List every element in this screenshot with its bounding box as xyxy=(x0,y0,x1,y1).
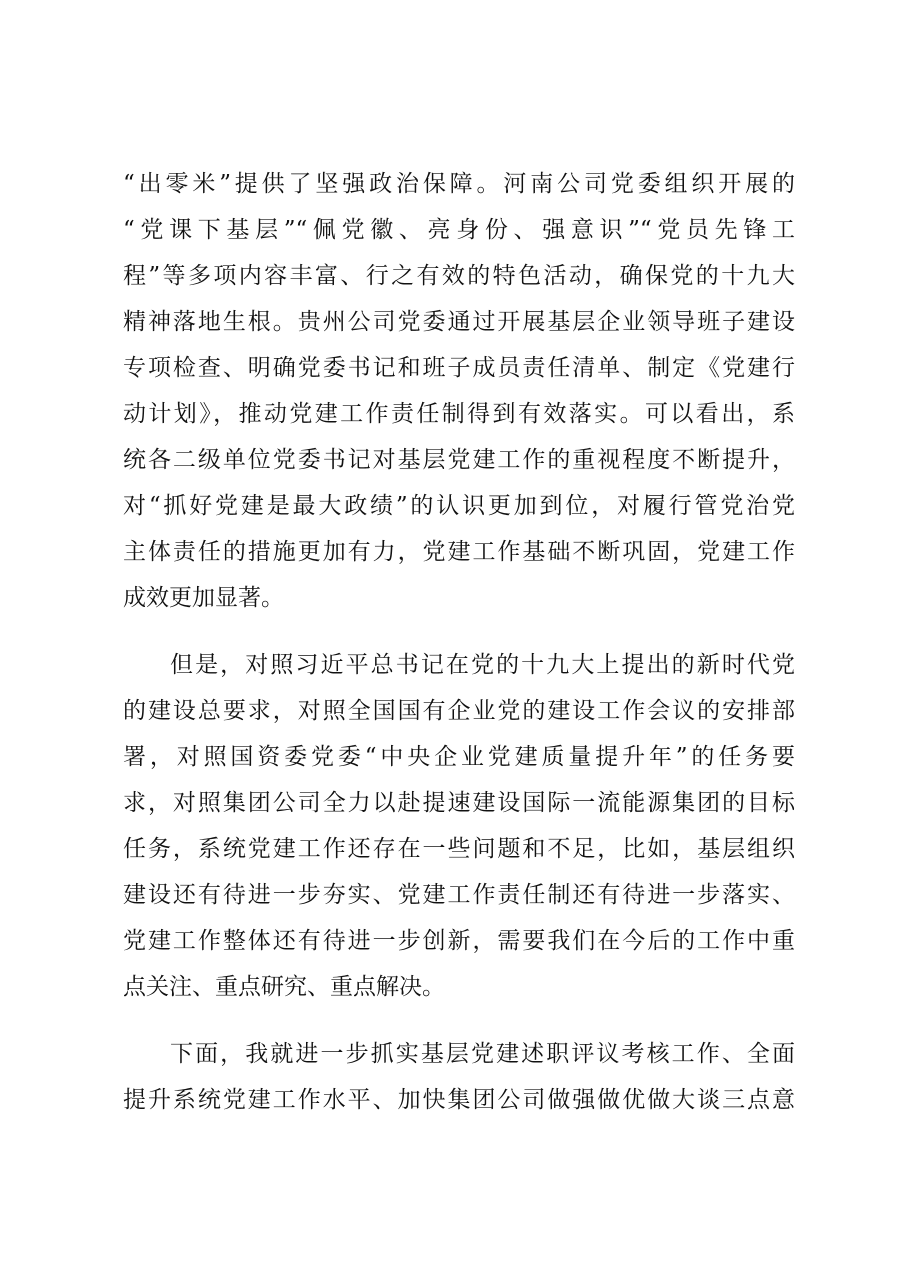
text-line: 任务，系统党建工作还存在一些问题和不足，比如，基层组织 xyxy=(123,836,795,862)
text-line: 精神落地生根。贵州公司党委通过开展基层企业领导班子建设 xyxy=(123,309,795,335)
text-line: 的建设总要求，对照全国国有企业党的建设工作会议的安排部 xyxy=(123,698,795,724)
text-line: 求，对照集团公司全力以赴提速建设国际一流能源集团的目标 xyxy=(123,790,795,816)
text-line: 成效更加显著。 xyxy=(123,585,284,611)
text-line: “出零米”提供了坚强政治保障。河南公司党委组织开展的 xyxy=(123,171,795,197)
text-line: 但是，对照习近平总书记在党的十九大上提出的新时代党 xyxy=(170,652,795,678)
text-line: 提升系统党建工作水平、加快集团公司做强做优做大谈三点意 xyxy=(123,1087,795,1113)
text-line: 下面，我就进一步抓实基层党建述职评议考核工作、全面 xyxy=(170,1041,795,1067)
text-line: 对“抓好党建是最大政绩”的认识更加到位，对履行管党治党 xyxy=(123,493,795,519)
text-line: 点关注、重点研究、重点解决。 xyxy=(123,974,445,1000)
text-line: 专项检查、明确党委书记和班子成员责任清单、制定《党建行 xyxy=(123,355,795,381)
text-line: 动计划》，推动党建工作责任制得到有效落实。可以看出，系 xyxy=(123,401,795,427)
text-line: 建设还有待进一步夯实、党建工作责任制还有待进一步落实、 xyxy=(123,882,795,908)
text-line: 党建工作整体还有待进一步创新，需要我们在今后的工作中重 xyxy=(123,928,795,954)
text-line: 统各二级单位党委书记对基层党建工作的重视程度不断提升， xyxy=(123,447,795,473)
text-line: 署，对照国资委党委“中央企业党建质量提升年”的任务要 xyxy=(123,744,795,770)
text-line: “党课下基层”“佩党徽、亮身份、强意识”“党员先锋工 xyxy=(123,217,795,243)
text-line: 主体责任的措施更加有力，党建工作基础不断巩固，党建工作 xyxy=(123,539,795,565)
text-line: 程”等多项内容丰富、行之有效的特色活动，确保党的十九大 xyxy=(123,263,795,289)
